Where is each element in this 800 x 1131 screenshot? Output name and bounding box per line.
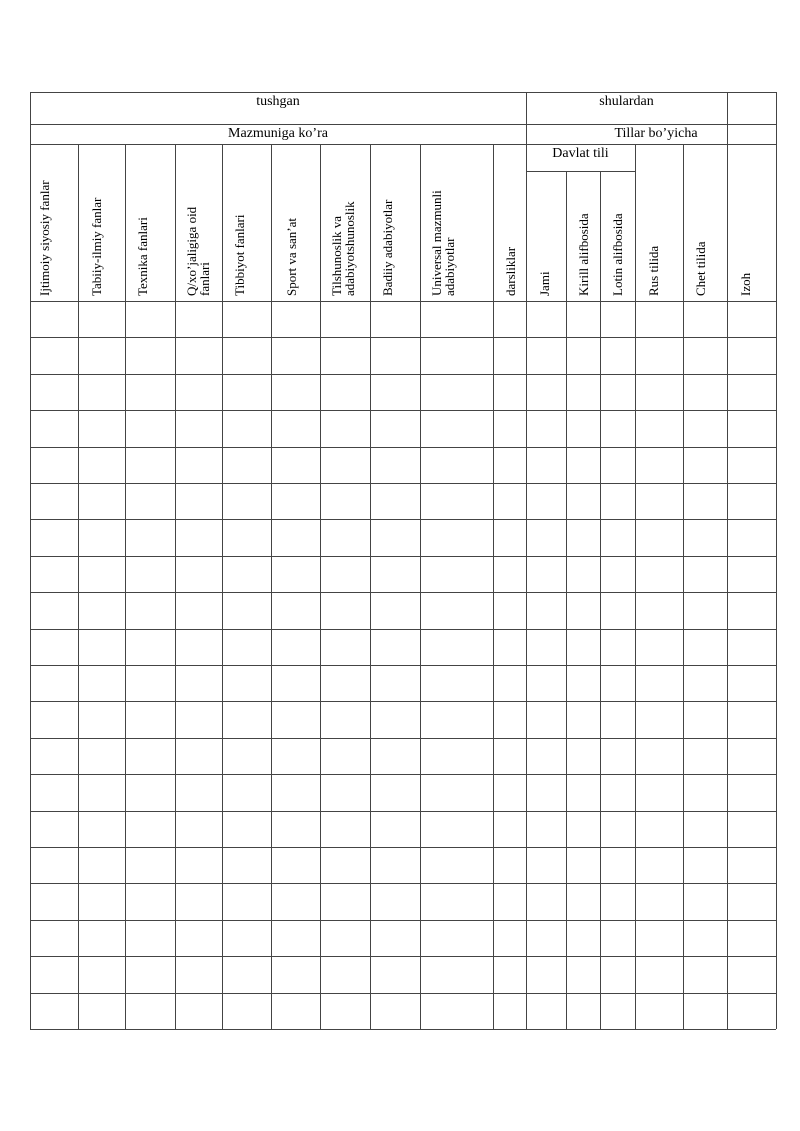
col-tilshunoslik: Tilshunoslik va adabiyotshunoslik bbox=[329, 201, 357, 296]
table-row-line bbox=[30, 993, 776, 994]
column-line bbox=[271, 144, 272, 1029]
table-row-line bbox=[30, 1029, 776, 1030]
column-line bbox=[320, 144, 321, 1029]
header-bottom-border bbox=[30, 301, 776, 302]
col-tibbiyot: Tibbiyot fanlari bbox=[232, 214, 247, 296]
header-tushgan: tushgan bbox=[256, 94, 300, 109]
table-row-line bbox=[30, 920, 776, 921]
table-row-line bbox=[30, 519, 776, 520]
col-texnika: Texnika fanlari bbox=[135, 217, 150, 296]
col-jami: Jami bbox=[537, 271, 552, 296]
table-row-line bbox=[30, 483, 776, 484]
davlat-tili-divider bbox=[526, 171, 635, 172]
column-line bbox=[125, 144, 126, 1029]
col-kirill: Kirill alifbosida bbox=[576, 213, 591, 296]
header-shulardan: shulardan bbox=[599, 94, 654, 109]
table-row-line bbox=[30, 847, 776, 848]
col-qishloq-xojaligi: Q/xo’jaligiga oid fanlari bbox=[184, 206, 212, 296]
col-lotin: Lotin alifbosida bbox=[610, 213, 625, 296]
table-row-line bbox=[30, 883, 776, 884]
table-row-line bbox=[30, 701, 776, 702]
table-row-line bbox=[30, 447, 776, 448]
column-line bbox=[420, 144, 421, 1029]
column-line bbox=[600, 171, 601, 1029]
izoh-divider bbox=[727, 92, 728, 1029]
table-row-line bbox=[30, 665, 776, 666]
table-row-line bbox=[30, 410, 776, 411]
column-line bbox=[683, 144, 684, 1029]
table-row-line bbox=[30, 774, 776, 775]
col-rus-tilida: Rus tilida bbox=[646, 245, 661, 296]
table-row-line bbox=[30, 374, 776, 375]
table-row-line bbox=[30, 592, 776, 593]
table-left-border bbox=[30, 92, 31, 1029]
table-row-line bbox=[30, 738, 776, 739]
header-mazmuniga-kora: Mazmuniga ko’ra bbox=[228, 126, 328, 141]
col-tabiiy-ilmiy: Tabiiy-ilmiy fanlar bbox=[89, 197, 104, 296]
table-row-line bbox=[30, 811, 776, 812]
col-darsliklar: darsliklar bbox=[503, 246, 518, 296]
col-ijtimoiy-siyosiy: Ijtimoiy siyosiy fanlar bbox=[37, 180, 52, 296]
table-row-line bbox=[30, 956, 776, 957]
column-line bbox=[175, 144, 176, 1029]
header-divider bbox=[30, 144, 776, 145]
table-row-line bbox=[30, 337, 776, 338]
header-davlat-tili: Davlat tili bbox=[552, 146, 609, 161]
table-top-border bbox=[30, 92, 776, 93]
col-universal: Universal mazmunli adabiyotlar bbox=[429, 190, 457, 296]
column-line bbox=[635, 144, 636, 1029]
col-sport-sanat: Sport va san’at bbox=[284, 218, 299, 296]
header-divider bbox=[30, 124, 776, 125]
column-line bbox=[566, 171, 567, 1029]
column-line bbox=[222, 144, 223, 1029]
column-line bbox=[493, 144, 494, 1029]
col-badiiy: Badiiy adabiyotlar bbox=[380, 199, 395, 296]
table-row-line bbox=[30, 556, 776, 557]
column-line bbox=[370, 144, 371, 1029]
table-row-line bbox=[30, 629, 776, 630]
col-chet-tilida: Chet tilida bbox=[693, 241, 708, 296]
header-tillar-boyicha: Tillar bo’yicha bbox=[614, 126, 698, 141]
col-izoh: Izoh bbox=[738, 272, 753, 296]
group-divider bbox=[526, 92, 527, 1029]
table-right-border bbox=[776, 92, 777, 1029]
column-line bbox=[78, 144, 79, 1029]
